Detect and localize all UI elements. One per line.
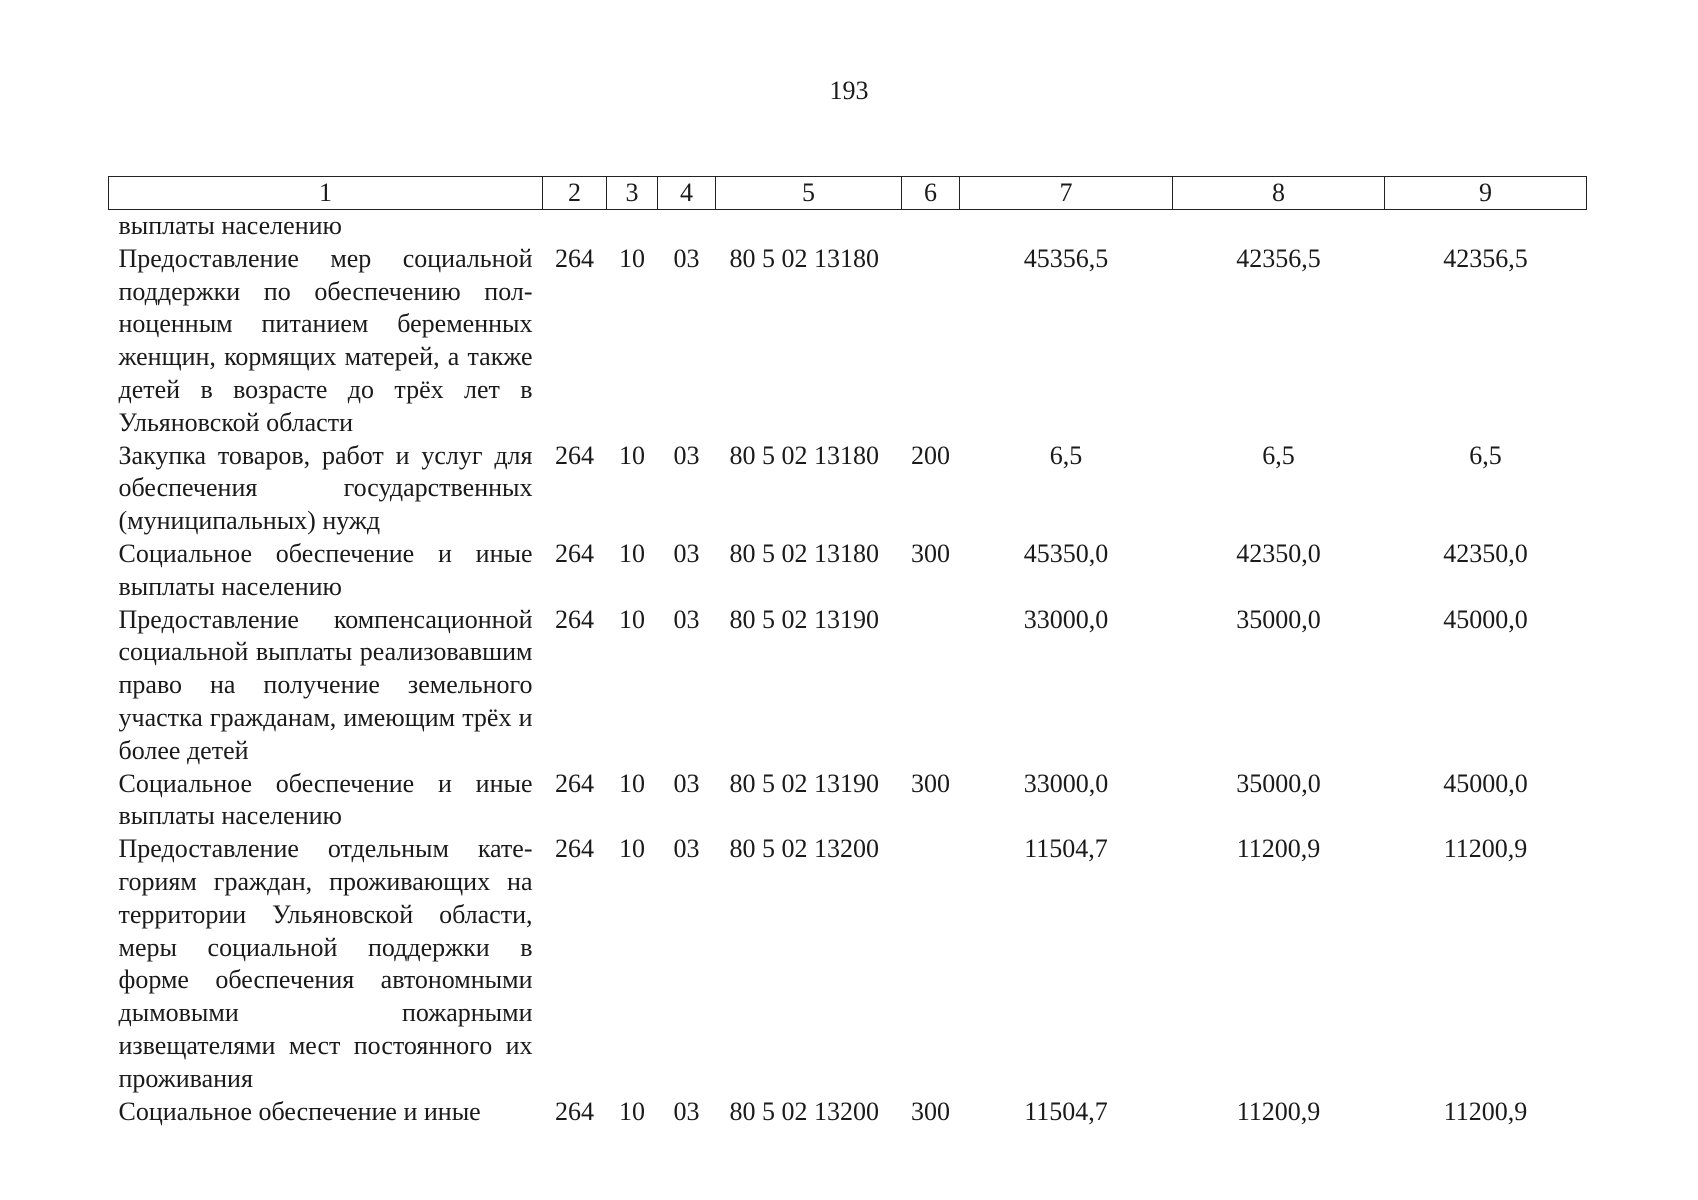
column-header: 3 xyxy=(607,177,658,210)
cell-c8: 35000,0 xyxy=(1236,768,1321,798)
page-number: 193 xyxy=(829,76,869,105)
cell-c8: 42350,0 xyxy=(1236,538,1321,568)
cell-c7: 6,5 xyxy=(1049,440,1083,470)
cell-c6: 300 xyxy=(911,538,950,568)
cell-c4: 03 xyxy=(673,604,700,634)
row-name: Социальное обеспечение и иные выплаты населению xyxy=(118,538,533,601)
cell-c4 xyxy=(658,210,716,243)
row-name: Социальное обеспечение и иные xyxy=(118,1096,481,1126)
table-row xyxy=(109,1096,1587,1129)
cell-c2 xyxy=(543,210,607,243)
cell-c5: 80 5 02 13200 xyxy=(729,834,879,864)
cell-c7: 45350,0 xyxy=(1023,538,1109,568)
column-header: 6 xyxy=(902,177,960,210)
row-name: Предоставление компенсационной социальной выплаты реализовавшим право на получение земельного участка гражданам, имеющим трёх и более детей xyxy=(118,604,533,765)
cell-c3: 10 xyxy=(619,440,645,470)
cell-c5 xyxy=(716,210,902,243)
column-header: 7 xyxy=(960,177,1173,210)
cell-c9: 11200,9 xyxy=(1443,834,1528,864)
column-header: 1 xyxy=(109,177,543,210)
cell-c5: 80 5 02 13190 xyxy=(729,768,879,798)
cell-c5: 80 5 02 13190 xyxy=(729,604,879,634)
cell-c6: 300 xyxy=(911,768,950,798)
table-row xyxy=(109,538,1587,604)
cell-c2: 264 xyxy=(555,440,594,470)
cell-c9: 42350,0 xyxy=(1443,538,1528,568)
cell-c3: 10 xyxy=(619,604,645,634)
cell-c4: 03 xyxy=(673,768,700,798)
column-header: 2 xyxy=(543,177,607,210)
table-row xyxy=(109,210,1587,243)
cell-c7: 33000,0 xyxy=(1023,768,1109,798)
cell-c7: 45356,5 xyxy=(1023,243,1109,273)
cell-c8: 11200,9 xyxy=(1236,834,1321,864)
cell-c2: 264 xyxy=(555,243,594,273)
cell-c9: 42356,5 xyxy=(1443,243,1528,273)
cell-c9: 45000,0 xyxy=(1443,768,1528,798)
cell-c7: 11504,7 xyxy=(1024,834,1108,864)
cell-c8: 42356,5 xyxy=(1236,243,1321,273)
table-row xyxy=(109,243,1587,440)
cell-c8: 35000,0 xyxy=(1236,604,1321,634)
cell-c3 xyxy=(607,210,658,243)
cell-c2: 264 xyxy=(555,604,594,634)
row-name: Закупка товаров, работ и услуг для обеспечения государственных (муниципальных) нужд xyxy=(118,440,533,536)
row-name: Предоставление мер социальной поддержки по обеспечению полноценным питанием беременных женщин, кормящих матерей, а также детей в возрасте до трёх лет в Ульяновской области xyxy=(118,243,533,437)
cell-c7 xyxy=(960,210,1173,243)
cell-c3: 10 xyxy=(619,834,645,864)
row-name: выплаты населению xyxy=(118,211,342,240)
column-header: 9 xyxy=(1385,177,1587,210)
cell-c2: 264 xyxy=(555,768,594,798)
cell-c5: 80 5 02 13200 xyxy=(729,1096,879,1126)
cell-c4: 03 xyxy=(673,538,700,568)
cell-c5: 80 5 02 13180 xyxy=(729,440,879,470)
table-header-row xyxy=(109,177,1587,210)
cell-c2: 264 xyxy=(555,834,594,864)
column-header: 5 xyxy=(716,177,902,210)
cell-c2: 264 xyxy=(555,538,594,568)
cell-c4: 03 xyxy=(673,834,700,864)
cell-c4: 03 xyxy=(673,243,700,273)
cell-c9: 45000,0 xyxy=(1443,604,1528,634)
cell-c9: 11200,9 xyxy=(1443,1096,1528,1126)
table-row xyxy=(109,833,1587,1095)
cell-c5: 80 5 02 13180 xyxy=(729,538,879,568)
cell-c8: 11200,9 xyxy=(1236,1096,1321,1126)
cell-c8 xyxy=(1173,210,1385,243)
cell-c7: 33000,0 xyxy=(1023,604,1109,634)
cell-c8: 6,5 xyxy=(1262,440,1295,470)
table-row xyxy=(109,604,1587,768)
cell-c6 xyxy=(902,243,960,440)
cell-c3: 10 xyxy=(619,538,645,568)
cell-c6: 200 xyxy=(911,440,950,470)
cell-c6: 300 xyxy=(911,1096,950,1126)
column-header: 4 xyxy=(658,177,716,210)
cell-c6 xyxy=(902,833,960,1095)
table-row xyxy=(109,768,1587,834)
column-header: 8 xyxy=(1173,177,1385,210)
cell-c5: 80 5 02 13180 xyxy=(729,243,879,273)
cell-c4: 03 xyxy=(673,1096,700,1126)
cell-c3: 10 xyxy=(619,243,645,273)
cell-c3: 10 xyxy=(619,1096,645,1126)
cell-c6 xyxy=(902,210,960,243)
row-name: Социальное обеспечение и иные выплаты населению xyxy=(118,768,533,831)
cell-c9 xyxy=(1385,210,1587,243)
cell-c9: 6,5 xyxy=(1469,440,1502,470)
cell-c7: 11504,7 xyxy=(1024,1096,1108,1126)
row-name: Предоставление отдельным категориям граждан, проживающих на территории Ульяновской области, меры социальной поддержки в форме обеспечения автономными дымовыми пожарными извещателями мест постоянного их проживания xyxy=(118,834,533,1093)
cell-c6 xyxy=(902,604,960,768)
table-row xyxy=(109,440,1587,538)
cell-c3: 10 xyxy=(619,768,645,798)
cell-c4: 03 xyxy=(673,440,700,470)
cell-c2: 264 xyxy=(555,1096,594,1126)
budget-table xyxy=(108,176,1587,1128)
